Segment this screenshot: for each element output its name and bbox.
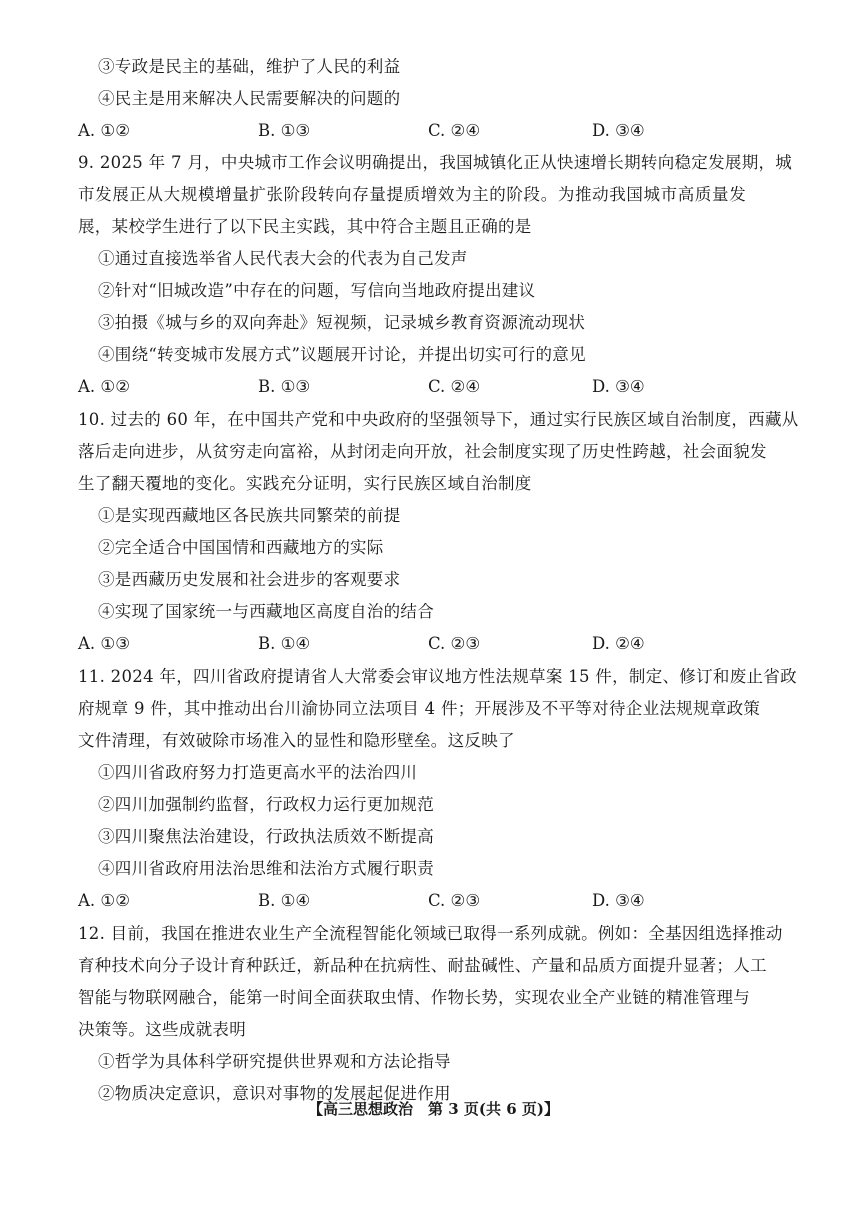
q12-stem-line-4: 决策等。这些成就表明 <box>78 1020 246 1039</box>
q10-stem-line-2: 落后走向进步，从贫穷走向富裕，从封闭走向开放，社会制度实现了历史性跨越，社会面貌发 <box>78 442 767 461</box>
q9-stem-line-3: 展，某校学生进行了以下民主实践，其中符合主题且正确的是 <box>78 217 532 236</box>
q8-statement-3: ③专政是民主的基础，维护了人民的利益 <box>98 57 401 76</box>
q9-statement-3: ③拍摄《城与乡的双向奔赴》短视频，记录城乡教育资源流动现状 <box>98 313 586 332</box>
q10-option-a[interactable]: A. ①③ <box>78 634 130 653</box>
q11-stem-line-3: 文件清理，有效破除市场准入的显性和隐形壁垒。这反映了 <box>78 731 515 750</box>
q11-option-d[interactable]: D. ③④ <box>592 891 645 910</box>
q11-statement-3: ③四川聚焦法治建设，行政执法质效不断提高 <box>98 827 434 846</box>
q9-option-b[interactable]: B. ①③ <box>258 377 311 396</box>
q12-stem-line-3: 智能与物联网融合，能第一时间全面获取虫情、作物长势，实现农业全产业链的精准管理与 <box>78 988 750 1007</box>
q10-stem-line-3: 生了翻天覆地的变化。实践充分证明，实行民族区域自治制度 <box>78 474 532 493</box>
q11-option-c[interactable]: C. ②③ <box>428 891 481 910</box>
q9-statement-1: ①通过直接选举省人民代表大会的代表为自己发声 <box>98 249 468 268</box>
q11-stem-line-2: 府规章 9 件，其中推动出台川渝协同立法项目 4 件；开展涉及不平等对待企业法规规章政策 <box>78 699 761 718</box>
q10-statement-4: ④实现了国家统一与西藏地区高度自治的结合 <box>98 602 434 621</box>
q10-option-b[interactable]: B. ①④ <box>258 634 311 653</box>
q10-stem-line-1: 10. 过去的 60 年，在中国共产党和中央政府的坚强领导下，通过实行民族区域自治制度，西藏从 <box>78 410 799 429</box>
q9-option-a[interactable]: A. ①② <box>78 377 130 396</box>
q8-option-b[interactable]: B. ①③ <box>258 121 311 140</box>
q10-option-d[interactable]: D. ②④ <box>592 634 645 653</box>
page-footer: 【高三思想政治 第 3 页(共 6 页)】 <box>308 1100 559 1118</box>
q9-option-d[interactable]: D. ③④ <box>592 377 645 396</box>
q9-option-c[interactable]: C. ②④ <box>428 377 481 396</box>
q12-statement-1: ①哲学为具体科学研究提供世界观和方法论指导 <box>98 1052 451 1071</box>
q9-stem-line-2: 市发展正从大规模增量扩张阶段转向存量提质增效为主的阶段。为推动我国城市高质量发 <box>78 185 746 204</box>
q9-options <box>78 377 778 397</box>
q8-option-a[interactable]: A. ①② <box>78 121 130 140</box>
q10-option-c[interactable]: C. ②③ <box>428 634 481 653</box>
q10-statement-1: ①是实现西藏地区各民族共同繁荣的前提 <box>98 506 401 525</box>
q8-option-c[interactable]: C. ②④ <box>428 121 481 140</box>
q12-stem-line-2: 育种技术向分子设计育种跃迁，新品种在抗病性、耐盐碱性、产量和品质方面提升显著；人工 <box>78 956 767 975</box>
q11-statement-1: ①四川省政府努力打造更高水平的法治四川 <box>98 763 418 782</box>
q10-statement-2: ②完全适合中国国情和西藏地方的实际 <box>98 538 384 557</box>
q8-option-d[interactable]: D. ③④ <box>592 121 645 140</box>
q12-statement-2: ②物质决定意识，意识对事物的发展起促进作用 <box>98 1084 451 1103</box>
q11-statement-2: ②四川加强制约监督，行政权力运行更加规范 <box>98 795 434 814</box>
q11-option-a[interactable]: A. ①② <box>78 891 130 910</box>
q9-statement-4: ④围绕“转变城市发展方式”议题展开讨论，并提出切实可行的意见 <box>98 345 586 364</box>
q11-options <box>78 891 778 911</box>
q9-stem-line-1: 9. 2025 年 7 月，中央城市工作会议明确提出，我国城镇化正从快速增长期转向稳定发展期，城 <box>78 153 793 172</box>
q8-options <box>78 121 778 141</box>
q11-statement-4: ④四川省政府用法治思维和法治方式履行职责 <box>98 859 434 878</box>
q9-statement-2: ②针对“旧城改造”中存在的问题，写信向当地政府提出建议 <box>98 281 536 300</box>
q10-statement-3: ③是西藏历史发展和社会进步的客观要求 <box>98 570 401 589</box>
q11-option-b[interactable]: B. ①④ <box>258 891 311 910</box>
q8-statement-4: ④民主是用来解决人民需要解决的问题的 <box>98 89 401 108</box>
q12-stem-line-1: 12. 目前，我国在推进农业生产全流程智能化领域已取得一系列成就。例如：全基因组选择推动 <box>78 924 783 943</box>
q10-options <box>78 634 778 654</box>
q11-stem-line-1: 11. 2024 年，四川省政府提请省人大常委会审议地方性法规草案 15 件，制定、修订和废止省政 <box>78 667 797 686</box>
